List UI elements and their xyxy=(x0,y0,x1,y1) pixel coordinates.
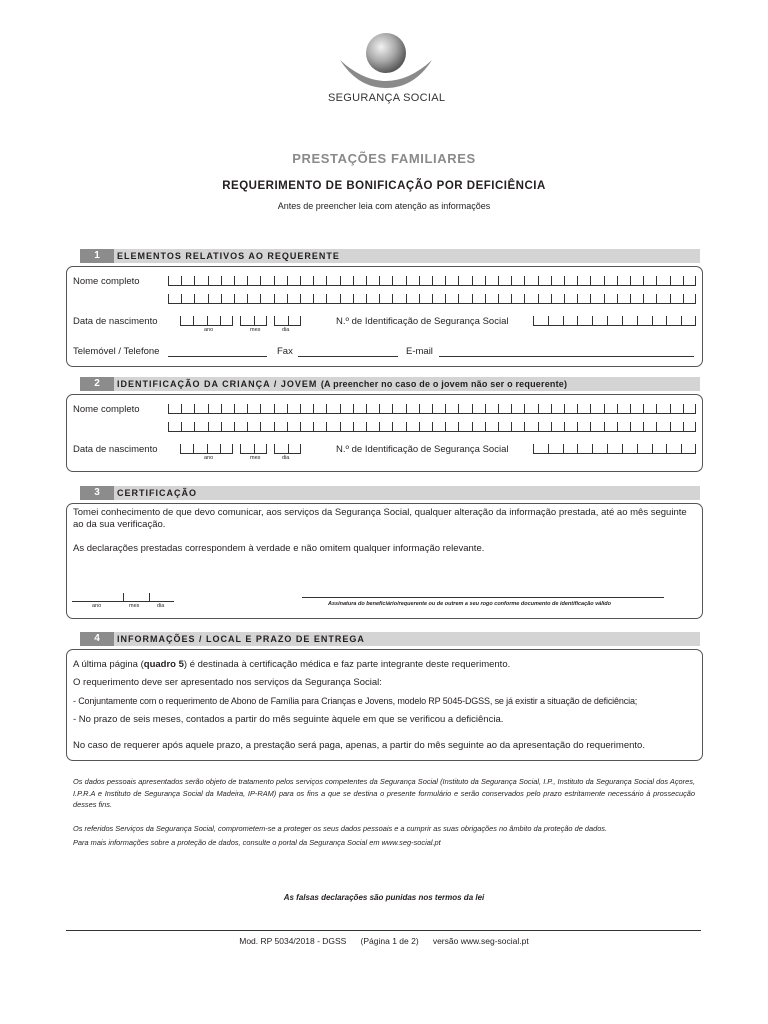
info-line-3: - Conjuntamente com o requerimento de Abono de Família para Crianças e Jovens, modelo RP 5045-DGSS, se já existir a situação de deficiência; xyxy=(73,696,638,706)
child-birth-year-field[interactable] xyxy=(180,444,233,454)
comb-tick xyxy=(366,276,367,285)
form-instruction-note: Antes de preencher leia com atenção as informações xyxy=(277,201,491,211)
comb-tick xyxy=(577,404,578,413)
comb-tick xyxy=(208,276,209,285)
comb-tick xyxy=(266,316,267,325)
comb-tick xyxy=(168,294,169,303)
email-field[interactable] xyxy=(439,356,694,357)
comb-tick xyxy=(247,404,248,413)
privacy-paragraph-3: Para mais informações sobre a proteção de dados, consulte o portal da Segurança Social em www.seg-social.pt xyxy=(73,838,441,847)
comb-tick xyxy=(353,404,354,413)
comb-tick xyxy=(551,276,552,285)
birth-month-field[interactable] xyxy=(240,316,267,326)
comb-tick xyxy=(366,404,367,413)
comb-tick xyxy=(234,276,235,285)
fax-field[interactable] xyxy=(298,356,398,357)
comb-tick xyxy=(622,316,623,325)
date-part-mes: mes xyxy=(250,327,261,333)
comb-tick xyxy=(607,444,608,453)
comb-tick xyxy=(577,294,578,303)
comb-tick xyxy=(683,404,684,413)
comb-tick xyxy=(432,422,433,431)
comb-tick xyxy=(313,294,314,303)
comb-tick xyxy=(287,276,288,285)
comb-tick xyxy=(590,294,591,303)
section-4-number: 4 xyxy=(80,632,114,646)
section-1-header xyxy=(80,249,700,263)
info-line-2: O requerimento deve ser apresentado nos serviços da Segurança Social: xyxy=(73,677,382,688)
comb-tick xyxy=(208,404,209,413)
comb-tick xyxy=(538,404,539,413)
comb-tick xyxy=(564,294,565,303)
comb-tick xyxy=(194,294,195,303)
telemovel-label: Telemóvel / Telefone xyxy=(73,346,160,357)
comb-tick xyxy=(392,422,393,431)
footer-page: (Página 1 de 2) xyxy=(360,936,419,946)
telemovel-field[interactable] xyxy=(168,356,267,357)
comb-tick xyxy=(234,294,235,303)
child-nome-field-line-1[interactable] xyxy=(168,404,696,414)
nome-field-line-1[interactable] xyxy=(168,276,696,286)
comb-tick xyxy=(630,276,631,285)
comb-tick xyxy=(353,422,354,431)
comb-tick xyxy=(392,276,393,285)
comb-tick xyxy=(180,444,181,453)
comb-tick xyxy=(181,422,182,431)
date-part-ano: ano xyxy=(204,327,214,333)
comb-tick xyxy=(419,276,420,285)
comb-tick xyxy=(260,276,261,285)
comb-tick xyxy=(313,276,314,285)
comb-tick xyxy=(551,404,552,413)
child-date-part-mes: mes xyxy=(250,455,261,461)
comb-tick xyxy=(577,316,578,325)
comb-tick xyxy=(538,276,539,285)
comb-tick xyxy=(472,422,473,431)
comb-tick xyxy=(379,404,380,413)
niss-field[interactable] xyxy=(533,316,696,326)
comb-tick xyxy=(326,404,327,413)
form-category-title: PRESTAÇÕES FAMILIARES xyxy=(292,151,476,166)
comb-tick xyxy=(617,276,618,285)
info-line-4: - No prazo de seis meses, contados a partir do mês seguinte àquele em que se verificou a deficiência. xyxy=(73,714,504,725)
comb-tick xyxy=(287,422,288,431)
comb-tick xyxy=(300,316,301,325)
comb-tick xyxy=(340,276,341,285)
comb-tick xyxy=(247,422,248,431)
child-nascimento-label: Data de nascimento xyxy=(73,444,158,455)
comb-tick xyxy=(607,316,608,325)
comb-tick xyxy=(313,422,314,431)
certification-date-field[interactable] xyxy=(72,601,174,602)
comb-tick xyxy=(563,316,564,325)
comb-tick xyxy=(458,294,459,303)
child-nome-field-line-2[interactable] xyxy=(168,422,696,432)
section-3-title: CERTIFICAÇÃO xyxy=(117,488,197,498)
comb-tick xyxy=(458,404,459,413)
privacy-paragraph-1: Os dados pessoais apresentados serão objeto de tratamento pelos serviços competentes da Segurança Social (Instituto da Segurança Social, I.P., Instituto da Segurança Social dos Açores, I.P.R.A e Instituto de Segurança Social da Madeira, IP-RAM) para os fins a que se destina o presente formulário e serão conservados pelo prazo estritamente necessário à prossecução desses fins. xyxy=(73,777,695,809)
comb-tick xyxy=(683,294,684,303)
comb-tick xyxy=(524,422,525,431)
child-nome-label: Nome completo xyxy=(73,404,140,415)
comb-tick xyxy=(194,422,195,431)
comb-tick xyxy=(379,276,380,285)
comb-tick xyxy=(445,276,446,285)
comb-tick xyxy=(193,316,194,325)
comb-tick xyxy=(656,276,657,285)
section-2-title: IDENTIFICAÇÃO DA CRIANÇA / JOVEM (A preencher no caso de o jovem não ser o requerente) xyxy=(117,379,568,389)
comb-tick xyxy=(498,294,499,303)
comb-tick xyxy=(666,316,667,325)
comb-tick xyxy=(564,404,565,413)
section-3-number: 3 xyxy=(80,486,114,500)
child-date-part-ano: ano xyxy=(204,455,214,461)
section-1-title: ELEMENTOS RELATIVOS AO REQUERENTE xyxy=(117,251,340,261)
comb-tick xyxy=(643,422,644,431)
comb-tick xyxy=(379,422,380,431)
comb-tick xyxy=(666,444,667,453)
comb-tick xyxy=(604,276,605,285)
comb-tick xyxy=(220,316,221,325)
comb-tick xyxy=(681,444,682,453)
child-niss-label: N.º de Identificação de Segurança Social xyxy=(336,444,509,455)
comb-tick xyxy=(406,422,407,431)
comb-tick xyxy=(207,444,208,453)
comb-tick xyxy=(577,276,578,285)
comb-tick xyxy=(695,294,696,303)
comb-tick xyxy=(637,444,638,453)
section-3-header xyxy=(80,486,700,500)
footer-model: Mod. RP 5034/2018 - DGSS xyxy=(239,936,347,946)
comb-tick xyxy=(240,444,241,453)
comb-tick xyxy=(432,276,433,285)
comb-tick xyxy=(254,444,255,453)
comb-tick xyxy=(630,294,631,303)
comb-tick xyxy=(511,276,512,285)
comb-tick xyxy=(326,276,327,285)
comb-tick xyxy=(511,422,512,431)
info-line-1: A última página (quadro 5) é destinada à certificação médica e faz parte integrante deste requerimento. xyxy=(73,659,511,670)
comb-tick xyxy=(604,404,605,413)
comb-tick xyxy=(300,444,301,453)
niss-label: N.º de Identificação de Segurança Social xyxy=(336,316,509,327)
comb-tick xyxy=(260,404,261,413)
comb-tick xyxy=(652,316,653,325)
comb-tick xyxy=(300,276,301,285)
comb-tick xyxy=(533,316,534,325)
comb-tick xyxy=(670,422,671,431)
comb-tick xyxy=(300,294,301,303)
comb-tick xyxy=(181,276,182,285)
signature-caption: Assinatura do beneficiário/requerente ou de outrem a seu rogo conforme documento de identificação válido xyxy=(328,601,611,607)
comb-tick xyxy=(260,294,261,303)
comb-tick xyxy=(604,294,605,303)
comb-tick xyxy=(181,294,182,303)
birth-year-field[interactable] xyxy=(180,316,233,326)
section-4-title: INFORMAÇÕES / LOCAL E PRAZO DE ENTREGA xyxy=(117,634,365,644)
comb-tick xyxy=(548,316,549,325)
comb-tick xyxy=(274,422,275,431)
comb-tick xyxy=(254,316,255,325)
signature-field[interactable] xyxy=(302,597,664,598)
comb-tick xyxy=(313,404,314,413)
comb-tick xyxy=(168,422,169,431)
comb-tick xyxy=(533,444,534,453)
comb-tick xyxy=(670,276,671,285)
comb-tick xyxy=(592,316,593,325)
comb-tick xyxy=(366,294,367,303)
comb-tick xyxy=(234,404,235,413)
footer-version: versão www.seg-social.pt xyxy=(432,936,529,946)
section-4-header xyxy=(80,632,700,646)
section-1-number: 1 xyxy=(80,249,114,263)
comb-tick xyxy=(221,404,222,413)
comb-tick xyxy=(498,422,499,431)
comb-tick xyxy=(247,294,248,303)
comb-tick xyxy=(194,404,195,413)
comb-tick xyxy=(221,294,222,303)
comb-tick xyxy=(432,404,433,413)
comb-tick xyxy=(524,404,525,413)
comb-tick xyxy=(643,404,644,413)
comb-tick xyxy=(656,404,657,413)
comb-tick xyxy=(472,404,473,413)
comb-tick xyxy=(695,444,696,453)
comb-tick xyxy=(511,294,512,303)
cert-date-part-dia: dia xyxy=(157,603,165,609)
comb-tick xyxy=(260,422,261,431)
comb-tick xyxy=(392,294,393,303)
comb-tick xyxy=(656,294,657,303)
comb-tick xyxy=(287,404,288,413)
comb-tick xyxy=(485,422,486,431)
email-label: E-mail xyxy=(406,346,433,357)
comb-tick xyxy=(168,276,169,285)
comb-tick xyxy=(458,422,459,431)
comb-tick xyxy=(683,276,684,285)
comb-tick xyxy=(577,422,578,431)
nome-label: Nome completo xyxy=(73,276,140,287)
comb-tick xyxy=(208,422,209,431)
comb-tick xyxy=(681,316,682,325)
comb-tick xyxy=(551,294,552,303)
comb-tick xyxy=(300,404,301,413)
comb-tick xyxy=(630,404,631,413)
comb-tick xyxy=(326,294,327,303)
cert-date-part-mes: mes xyxy=(129,603,140,609)
comb-tick xyxy=(266,444,267,453)
comb-tick xyxy=(592,444,593,453)
nascimento-label: Data de nascimento xyxy=(73,316,158,327)
comb-tick xyxy=(366,422,367,431)
comb-tick xyxy=(563,444,564,453)
birth-day-field[interactable] xyxy=(274,316,301,326)
comb-tick xyxy=(181,404,182,413)
comb-tick xyxy=(485,404,486,413)
comb-tick xyxy=(622,444,623,453)
comb-tick xyxy=(643,294,644,303)
footer-divider xyxy=(66,930,701,931)
comb-tick xyxy=(524,294,525,303)
comb-tick xyxy=(353,294,354,303)
form-title: REQUERIMENTO DE BONIFICAÇÃO POR DEFICIÊNCIA xyxy=(222,180,546,192)
comb-tick xyxy=(274,404,275,413)
comb-tick xyxy=(498,276,499,285)
comb-tick xyxy=(472,276,473,285)
comb-tick xyxy=(637,316,638,325)
comb-tick xyxy=(445,404,446,413)
comb-tick xyxy=(630,422,631,431)
comb-tick xyxy=(548,444,549,453)
comb-tick xyxy=(274,316,275,325)
fax-label: Fax xyxy=(277,346,293,357)
comb-tick xyxy=(538,294,539,303)
date-part-dia: dia xyxy=(282,327,290,333)
certification-text-1: Tomei conhecimento de que devo comunicar, aos serviços da Segurança Social, qualquer alteração da informação prestada, até ao mês seguinte ao da sua verificação. xyxy=(73,507,687,530)
comb-tick xyxy=(326,422,327,431)
section-2-header xyxy=(80,377,700,391)
comb-tick xyxy=(379,294,380,303)
section-2-number: 2 xyxy=(80,377,114,391)
comb-tick xyxy=(695,422,696,431)
comb-tick xyxy=(340,294,341,303)
cert-date-part-ano: ano xyxy=(92,603,102,609)
child-birth-day-field[interactable] xyxy=(274,444,301,454)
comb-tick xyxy=(180,316,181,325)
section-2-title-note: (A preencher no caso de o jovem não ser o requerente) xyxy=(320,379,568,389)
footer xyxy=(0,936,768,946)
comb-tick xyxy=(656,422,657,431)
nome-field-line-2[interactable] xyxy=(168,294,696,304)
comb-tick xyxy=(340,404,341,413)
child-niss-field[interactable] xyxy=(533,444,696,454)
comb-tick xyxy=(458,276,459,285)
comb-tick xyxy=(232,316,233,325)
date-separator xyxy=(123,593,124,601)
comb-tick xyxy=(524,276,525,285)
comb-tick xyxy=(485,276,486,285)
privacy-paragraph-2: Os referidos Serviços da Segurança Social, comprometem-se a proteger os seus dados pessoais e a cumprir as suas obrigações no âmbito da proteção de dados. xyxy=(73,824,608,833)
logo-text: SEGURANÇA SOCIAL xyxy=(328,92,446,104)
date-separator xyxy=(149,593,150,601)
comb-tick xyxy=(221,422,222,431)
seguranca-social-logo xyxy=(336,30,436,92)
comb-tick xyxy=(652,444,653,453)
comb-tick xyxy=(406,294,407,303)
comb-tick xyxy=(590,422,591,431)
comb-tick xyxy=(538,422,539,431)
info-line-5: No caso de requerer após aquele prazo, a prestação será paga, apenas, a partir do mês seguinte ao da apresentação do requerimento. xyxy=(73,740,645,751)
comb-tick xyxy=(406,404,407,413)
comb-tick xyxy=(683,422,684,431)
comb-tick xyxy=(498,404,499,413)
comb-tick xyxy=(419,294,420,303)
child-birth-month-field[interactable] xyxy=(240,444,267,454)
comb-tick xyxy=(590,404,591,413)
comb-tick xyxy=(511,404,512,413)
comb-tick xyxy=(234,422,235,431)
comb-tick xyxy=(419,422,420,431)
comb-tick xyxy=(288,444,289,453)
comb-tick xyxy=(485,294,486,303)
comb-tick xyxy=(695,404,696,413)
comb-tick xyxy=(432,294,433,303)
comb-tick xyxy=(232,444,233,453)
comb-tick xyxy=(207,316,208,325)
comb-tick xyxy=(551,422,552,431)
comb-tick xyxy=(564,276,565,285)
comb-tick xyxy=(577,444,578,453)
comb-tick xyxy=(604,422,605,431)
comb-tick xyxy=(288,316,289,325)
comb-tick xyxy=(406,276,407,285)
comb-tick xyxy=(208,294,209,303)
comb-tick xyxy=(695,276,696,285)
comb-tick xyxy=(340,422,341,431)
comb-tick xyxy=(193,444,194,453)
comb-tick xyxy=(194,276,195,285)
comb-tick xyxy=(617,422,618,431)
comb-tick xyxy=(445,422,446,431)
comb-tick xyxy=(287,294,288,303)
comb-tick xyxy=(564,422,565,431)
comb-tick xyxy=(274,294,275,303)
comb-tick xyxy=(643,276,644,285)
comb-tick xyxy=(695,316,696,325)
comb-tick xyxy=(353,276,354,285)
comb-tick xyxy=(445,294,446,303)
comb-tick xyxy=(220,444,221,453)
comb-tick xyxy=(240,316,241,325)
comb-tick xyxy=(300,422,301,431)
comb-tick xyxy=(617,294,618,303)
false-declarations-warning: As falsas declarações são punidas nos termos da lei xyxy=(283,893,485,902)
comb-tick xyxy=(168,404,169,413)
comb-tick xyxy=(247,276,248,285)
comb-tick xyxy=(670,404,671,413)
comb-tick xyxy=(392,404,393,413)
comb-tick xyxy=(274,444,275,453)
comb-tick xyxy=(274,276,275,285)
comb-tick xyxy=(221,276,222,285)
child-date-part-dia: dia xyxy=(282,455,290,461)
comb-tick xyxy=(419,404,420,413)
certification-text-2: As declarações prestadas correspondem à verdade e não omitem qualquer informação relevante. xyxy=(73,543,485,554)
comb-tick xyxy=(590,276,591,285)
comb-tick xyxy=(472,294,473,303)
comb-tick xyxy=(617,404,618,413)
comb-tick xyxy=(670,294,671,303)
